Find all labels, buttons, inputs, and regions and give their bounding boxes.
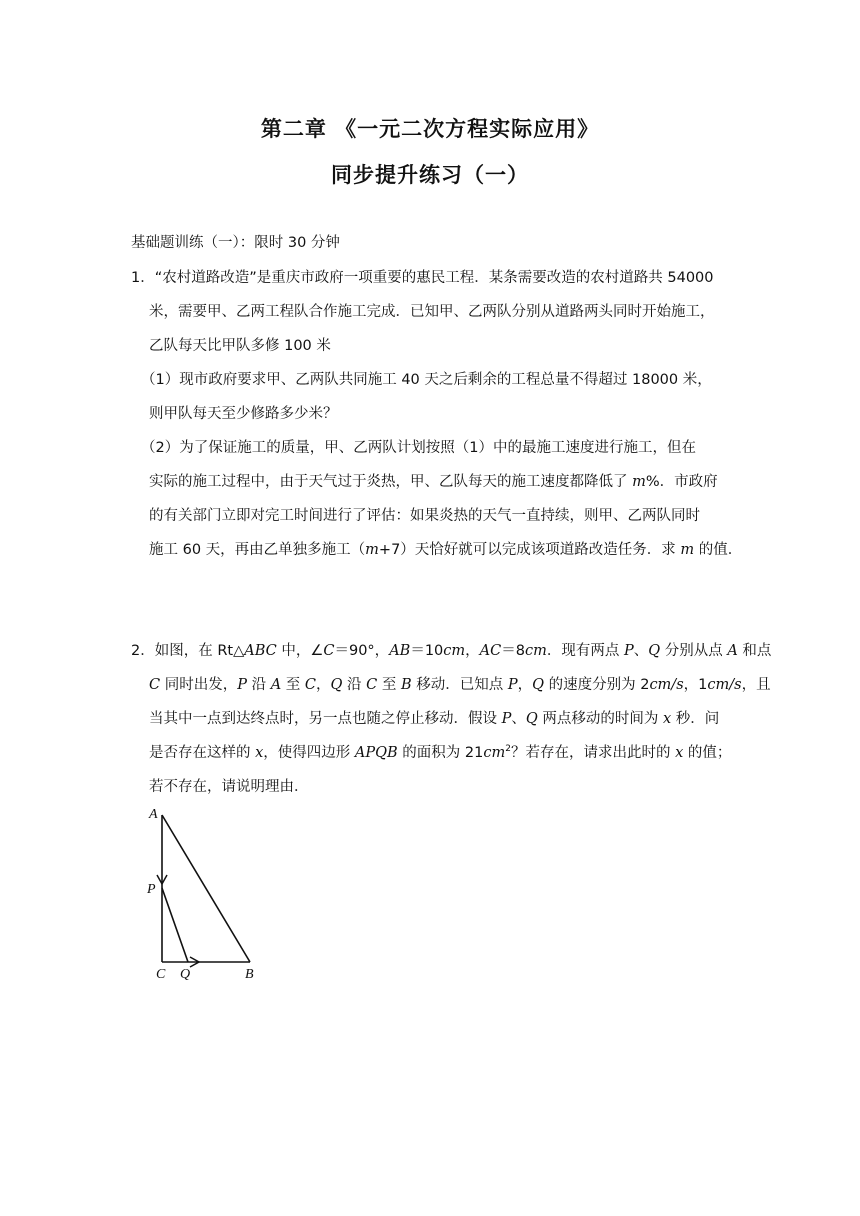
unit: cm/s xyxy=(649,677,684,693)
text-run: ？若存在，请求出此时的 xyxy=(510,745,676,761)
variable: A xyxy=(727,643,738,659)
text-run: 沿 xyxy=(246,677,271,693)
problem-1-line-1 xyxy=(131,268,714,288)
text-run: %．市政府 xyxy=(645,474,718,490)
text-run: ， xyxy=(517,677,533,693)
text-run: ＝8 xyxy=(501,643,525,659)
problem-1-part-2-line-1: （2）为了保证施工的质量，甲、乙两队计划按照（1）中的最施工速度进行施工，但在 xyxy=(141,440,696,456)
text-run: 的值； xyxy=(683,745,732,761)
section-label: 基础题训练（一）：限时 30 分钟 xyxy=(131,235,340,251)
variable: ABC xyxy=(244,643,277,659)
variable: x xyxy=(662,711,672,727)
problem-1-part-1-line-1: （1）现市政府要求甲、乙两队共同施工 40 天之后剩余的工程总量不得超过 18000 米， xyxy=(141,372,712,388)
variable-m: m xyxy=(365,542,379,558)
text-run: +7）天恰好就可以完成该项道路改造任务．求 xyxy=(378,542,681,558)
text-run: ，1 xyxy=(683,677,708,693)
text-run: 和点 xyxy=(737,643,772,659)
text-run: 是否存在这样的 xyxy=(149,745,256,761)
text-run: ，且 xyxy=(741,677,771,693)
problem-number: 1． xyxy=(131,270,155,286)
variable: AC xyxy=(479,643,502,659)
variable: C xyxy=(323,643,335,659)
variable: P xyxy=(237,677,247,693)
variable: Q xyxy=(525,711,538,727)
text-run: 当其中一点到达终点时，另一点也随之停止移动．假设 xyxy=(149,711,502,727)
variable: P xyxy=(507,677,518,693)
text-run: 沿 xyxy=(342,677,367,693)
variable: AB xyxy=(389,643,411,659)
text-run: 移动．已知点 xyxy=(411,677,508,693)
variable: C xyxy=(304,677,317,693)
text-run: 如图，在 Rt△ xyxy=(154,643,245,659)
variable: C xyxy=(366,677,378,693)
text-run: 至 xyxy=(281,677,305,693)
text-run: 的值． xyxy=(694,542,743,558)
problem-text: “农村道路改造”是重庆市政府一项重要的惠民工程．某条需要改造的农村道路共 54000 xyxy=(154,270,714,286)
unit: cm xyxy=(443,643,466,659)
label-a: A xyxy=(149,807,158,822)
text-run: ．现有两点 xyxy=(546,643,624,659)
problem-2-line-5: 若不存在，请说明理由． xyxy=(149,779,309,795)
problem-2-line-4 xyxy=(149,743,731,763)
problem-1-part-2-line-3: 的有关部门立即对完工时间进行了评估：如果炎热的天气一直持续，则甲、乙两队同时 xyxy=(149,508,700,524)
text-run: 实际的施工过程中，由于天气过于炎热，甲、乙队每天的施工速度都降低了 xyxy=(149,474,633,490)
variable: APQB xyxy=(354,745,398,761)
variable: C xyxy=(149,677,161,693)
triangle-figure xyxy=(140,800,270,980)
text-run: 的面积为 21 xyxy=(397,745,484,761)
text-run: 、 xyxy=(633,643,649,659)
label-q: Q xyxy=(180,967,191,980)
text-run: 两点移动的时间为 xyxy=(537,711,663,727)
problem-1-part-2-line-4 xyxy=(149,540,742,560)
problem-number: 2． xyxy=(131,643,155,659)
text-run: ， xyxy=(316,677,331,693)
variable: x xyxy=(255,745,264,761)
text-run: 的速度分别为 2 xyxy=(543,677,650,693)
chapter-title: 第二章 《一元二次方程实际应用》 xyxy=(260,117,600,141)
segment-pq xyxy=(162,888,188,962)
text-run: 施工 60 天，再由乙单独多施工（ xyxy=(149,542,366,558)
variable: Q xyxy=(330,677,343,693)
variable-m: m xyxy=(632,474,646,490)
problem-2-line-3 xyxy=(149,709,719,729)
problem-1-line-3: 乙队每天比甲队多修 100 米 xyxy=(149,338,331,354)
text-run: 中，∠ xyxy=(276,643,324,659)
problem-1-line-2: 米，需要甲、乙两工程队合作施工完成．已知甲、乙两队分别从道路两头同时开始施工， xyxy=(149,304,715,320)
problem-1-part-2-line-2 xyxy=(149,472,718,492)
text-run: ， xyxy=(465,643,480,659)
variable: A xyxy=(270,677,282,693)
text-run: ，使得四边形 xyxy=(263,745,355,761)
text-run: ＝10 xyxy=(410,643,444,659)
text-run: 、 xyxy=(511,711,526,727)
side-ab xyxy=(162,815,250,962)
problem-2-line-1 xyxy=(131,641,771,661)
variable: P xyxy=(501,711,512,727)
variable: B xyxy=(400,677,412,693)
unit: cm/s xyxy=(707,677,742,693)
label-b: B xyxy=(245,967,254,980)
problem-1-part-1-line-2: 则甲队每天至少修路多少米？ xyxy=(149,406,338,422)
unit: cm xyxy=(483,745,506,761)
exercise-subtitle: 同步提升练习（一） xyxy=(331,163,529,187)
variable: Q xyxy=(648,643,661,659)
variable: P xyxy=(623,643,634,659)
label-c: C xyxy=(156,967,166,980)
label-p: P xyxy=(147,882,156,897)
problem-2-line-2 xyxy=(149,675,771,695)
variable: Q xyxy=(532,677,544,693)
unit: cm xyxy=(524,643,547,659)
variable-m: m xyxy=(680,542,695,558)
text-run: 至 xyxy=(377,677,401,693)
text-run: ＝90°， xyxy=(334,643,390,659)
text-run: 同时出发， xyxy=(160,677,238,693)
text-run: 秒．问 xyxy=(671,711,720,727)
text-run: 分别从点 xyxy=(660,643,728,659)
superscript: 2 xyxy=(505,744,511,755)
variable: x xyxy=(675,745,684,761)
